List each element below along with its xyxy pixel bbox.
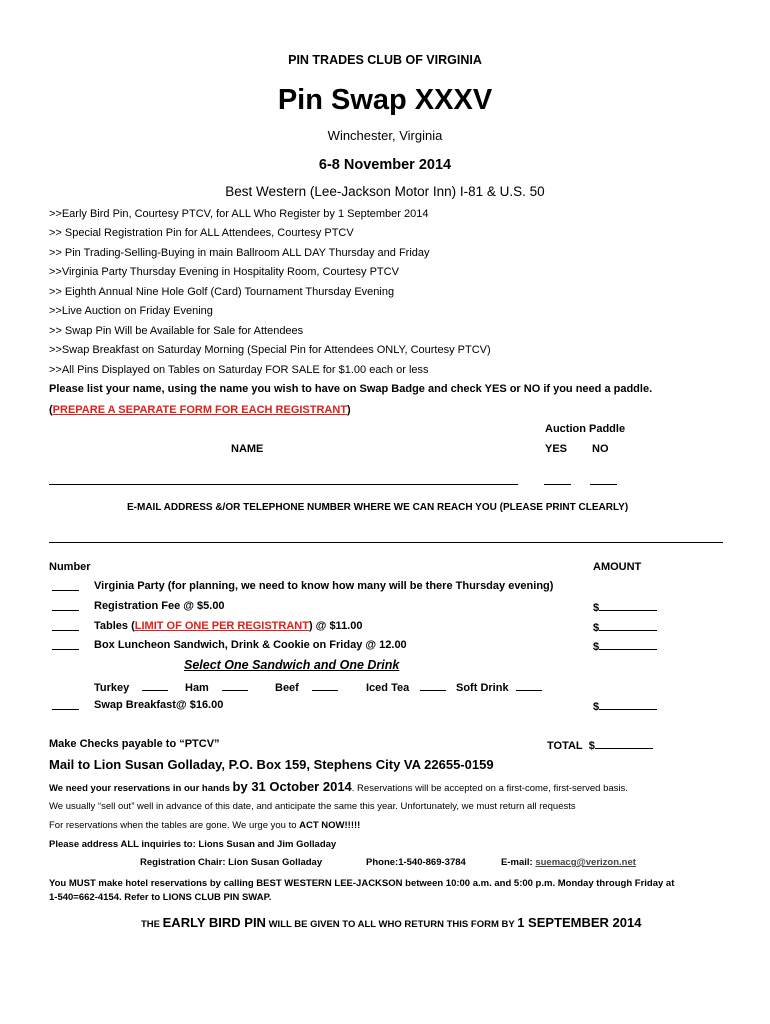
swap-breakfast-item: Swap Breakfast@ $16.00 xyxy=(94,699,224,711)
choice-soft-drink[interactable]: Soft Drink xyxy=(456,680,542,694)
name-input-line[interactable] xyxy=(49,484,518,485)
email-link[interactable]: suemacg@verizon.net xyxy=(535,857,636,868)
virginia-party-count-line[interactable] xyxy=(52,590,79,591)
number-column-label: Number xyxy=(49,561,91,573)
bullet-item: >>Early Bird Pin, Courtesy PTCV, for ALL Who Register by 1 September 2014 xyxy=(49,208,429,220)
box-lunch-amount[interactable]: $ xyxy=(593,639,657,653)
early-bird-footer: THE EARLY BIRD PIN WILL BE GIVEN TO ALL WHO RETURN THIS FORM BY 1 SEPTEMBER 2014 xyxy=(141,915,642,930)
bullet-item: >> Special Registration Pin for ALL Attendees, Courtesy PTCV xyxy=(49,227,354,239)
mail-address: Mail to Lion Susan Golladay, P.O. Box 159, Stephens City VA 22655-0159 xyxy=(49,757,494,772)
box-lunch-count-line[interactable] xyxy=(52,649,79,650)
chair-email: E-mail: suemacg@verizon.net xyxy=(501,857,636,868)
choice-iced-tea[interactable]: Iced Tea xyxy=(366,680,446,694)
reservation-note: We need your reservations in our hands by 31 October 2014. Reservations will be accepted on a first-come, first-served basis. xyxy=(49,779,628,794)
sandwich-drink-note: Select One Sandwich and One Drink xyxy=(184,658,400,672)
event-venue: Best Western (Lee-Jackson Motor Inn) I-81 & U.S. 50 xyxy=(225,184,545,199)
bullet-item: >>Virginia Party Thursday Evening in Hospitality Room, Courtesy PTCV xyxy=(49,266,399,278)
box-lunch-item: Box Luncheon Sandwich, Drink & Cookie on Friday @ 12.00 xyxy=(94,639,407,651)
bullet-item: >>Live Auction on Friday Evening xyxy=(49,305,213,317)
tables-item: Tables (LIMIT OF ONE PER REGISTRANT) @ $11.00 xyxy=(94,620,363,632)
swap-breakfast-count-line[interactable] xyxy=(52,709,79,710)
separate-form-note: (PREPARE A SEPARATE FORM FOR EACH REGISTRANT) xyxy=(49,404,351,416)
instructions: Please list your name, using the name you wish to have on Swap Badge and check YES or NO if you need a paddle. xyxy=(49,383,653,395)
sellout-note: We usually “sell out” well in advance of this date, and anticipate the same this year. Unfortunately, we must return all requests xyxy=(49,801,576,812)
tables-count-line[interactable] xyxy=(52,630,79,631)
amount-column-label: AMOUNT xyxy=(593,561,642,573)
bullet-item: >> Pin Trading-Selling-Buying in main Ballroom ALL DAY Thursday and Friday xyxy=(49,247,430,259)
contact-label: E-MAIL ADDRESS &/OR TELEPHONE NUMBER WHERE WE CAN REACH YOU (PLEASE PRINT CLEARLY) xyxy=(127,502,629,513)
bullet-item: >>Swap Breakfast on Saturday Morning (Special Pin for Attendees ONLY, Courtesy PTCV) xyxy=(49,344,491,356)
registration-fee-item: Registration Fee @ $5.00 xyxy=(94,600,225,612)
paddle-no-line[interactable] xyxy=(590,484,617,485)
paddle-no-label: NO xyxy=(592,443,609,455)
act-now-note: For reservations when the tables are gone. We urge you to ACT NOW!!!!! xyxy=(49,820,361,831)
checks-payable: Make Checks payable to “PTCV” xyxy=(49,738,220,750)
event-location: Winchester, Virginia xyxy=(327,128,443,143)
tables-amount[interactable]: $ xyxy=(593,620,657,634)
choice-ham[interactable]: Ham xyxy=(185,680,248,694)
hotel-note-line1: You MUST make hotel reservations by calling BEST WESTERN LEE-JACKSON between 10:00 a.m. and 5:00 p.m. Monday through Friday at xyxy=(49,878,675,889)
contact-input-line[interactable] xyxy=(49,542,723,543)
registration-chair: Registration Chair: Lion Susan Golladay xyxy=(140,857,323,868)
paddle-yes-line[interactable] xyxy=(544,484,571,485)
club-name: PIN TRADES CLUB OF VIRGINIA xyxy=(288,53,482,67)
chair-phone: Phone:1-540-869-3784 xyxy=(366,857,466,868)
registration-count-line[interactable] xyxy=(52,610,79,611)
total-amount[interactable]: TOTAL $ xyxy=(547,738,653,752)
hotel-note-line2: 1-540=662-4154. Refer to LIONS CLUB PIN SWAP. xyxy=(49,892,272,903)
virginia-party-item: Virginia Party (for planning, we need to know how many will be there Thursday evening) xyxy=(94,580,554,592)
bullet-item: >> Swap Pin Will be Available for Sale for Attendees xyxy=(49,325,304,337)
swap-breakfast-amount[interactable]: $ xyxy=(593,699,657,713)
bullet-item: >> Eighth Annual Nine Hole Golf (Card) Tournament Thursday Evening xyxy=(49,286,395,298)
inquiries-note: Please address ALL inquiries to: Lions Susan and Jim Golladay xyxy=(49,839,337,850)
choice-beef[interactable]: Beef xyxy=(275,680,338,694)
bullet-item: >>All Pins Displayed on Tables on Saturday FOR SALE for $1.00 each or less xyxy=(49,364,429,376)
auction-paddle-label: Auction Paddle xyxy=(545,423,626,435)
registration-amount[interactable]: $ xyxy=(593,600,657,614)
page-title: Pin Swap XXXV xyxy=(277,84,493,116)
paddle-yes-label: YES xyxy=(545,443,568,455)
event-dates: 6-8 November 2014 xyxy=(318,157,452,173)
choice-turkey[interactable]: Turkey xyxy=(94,680,168,694)
name-label: NAME xyxy=(231,443,264,455)
